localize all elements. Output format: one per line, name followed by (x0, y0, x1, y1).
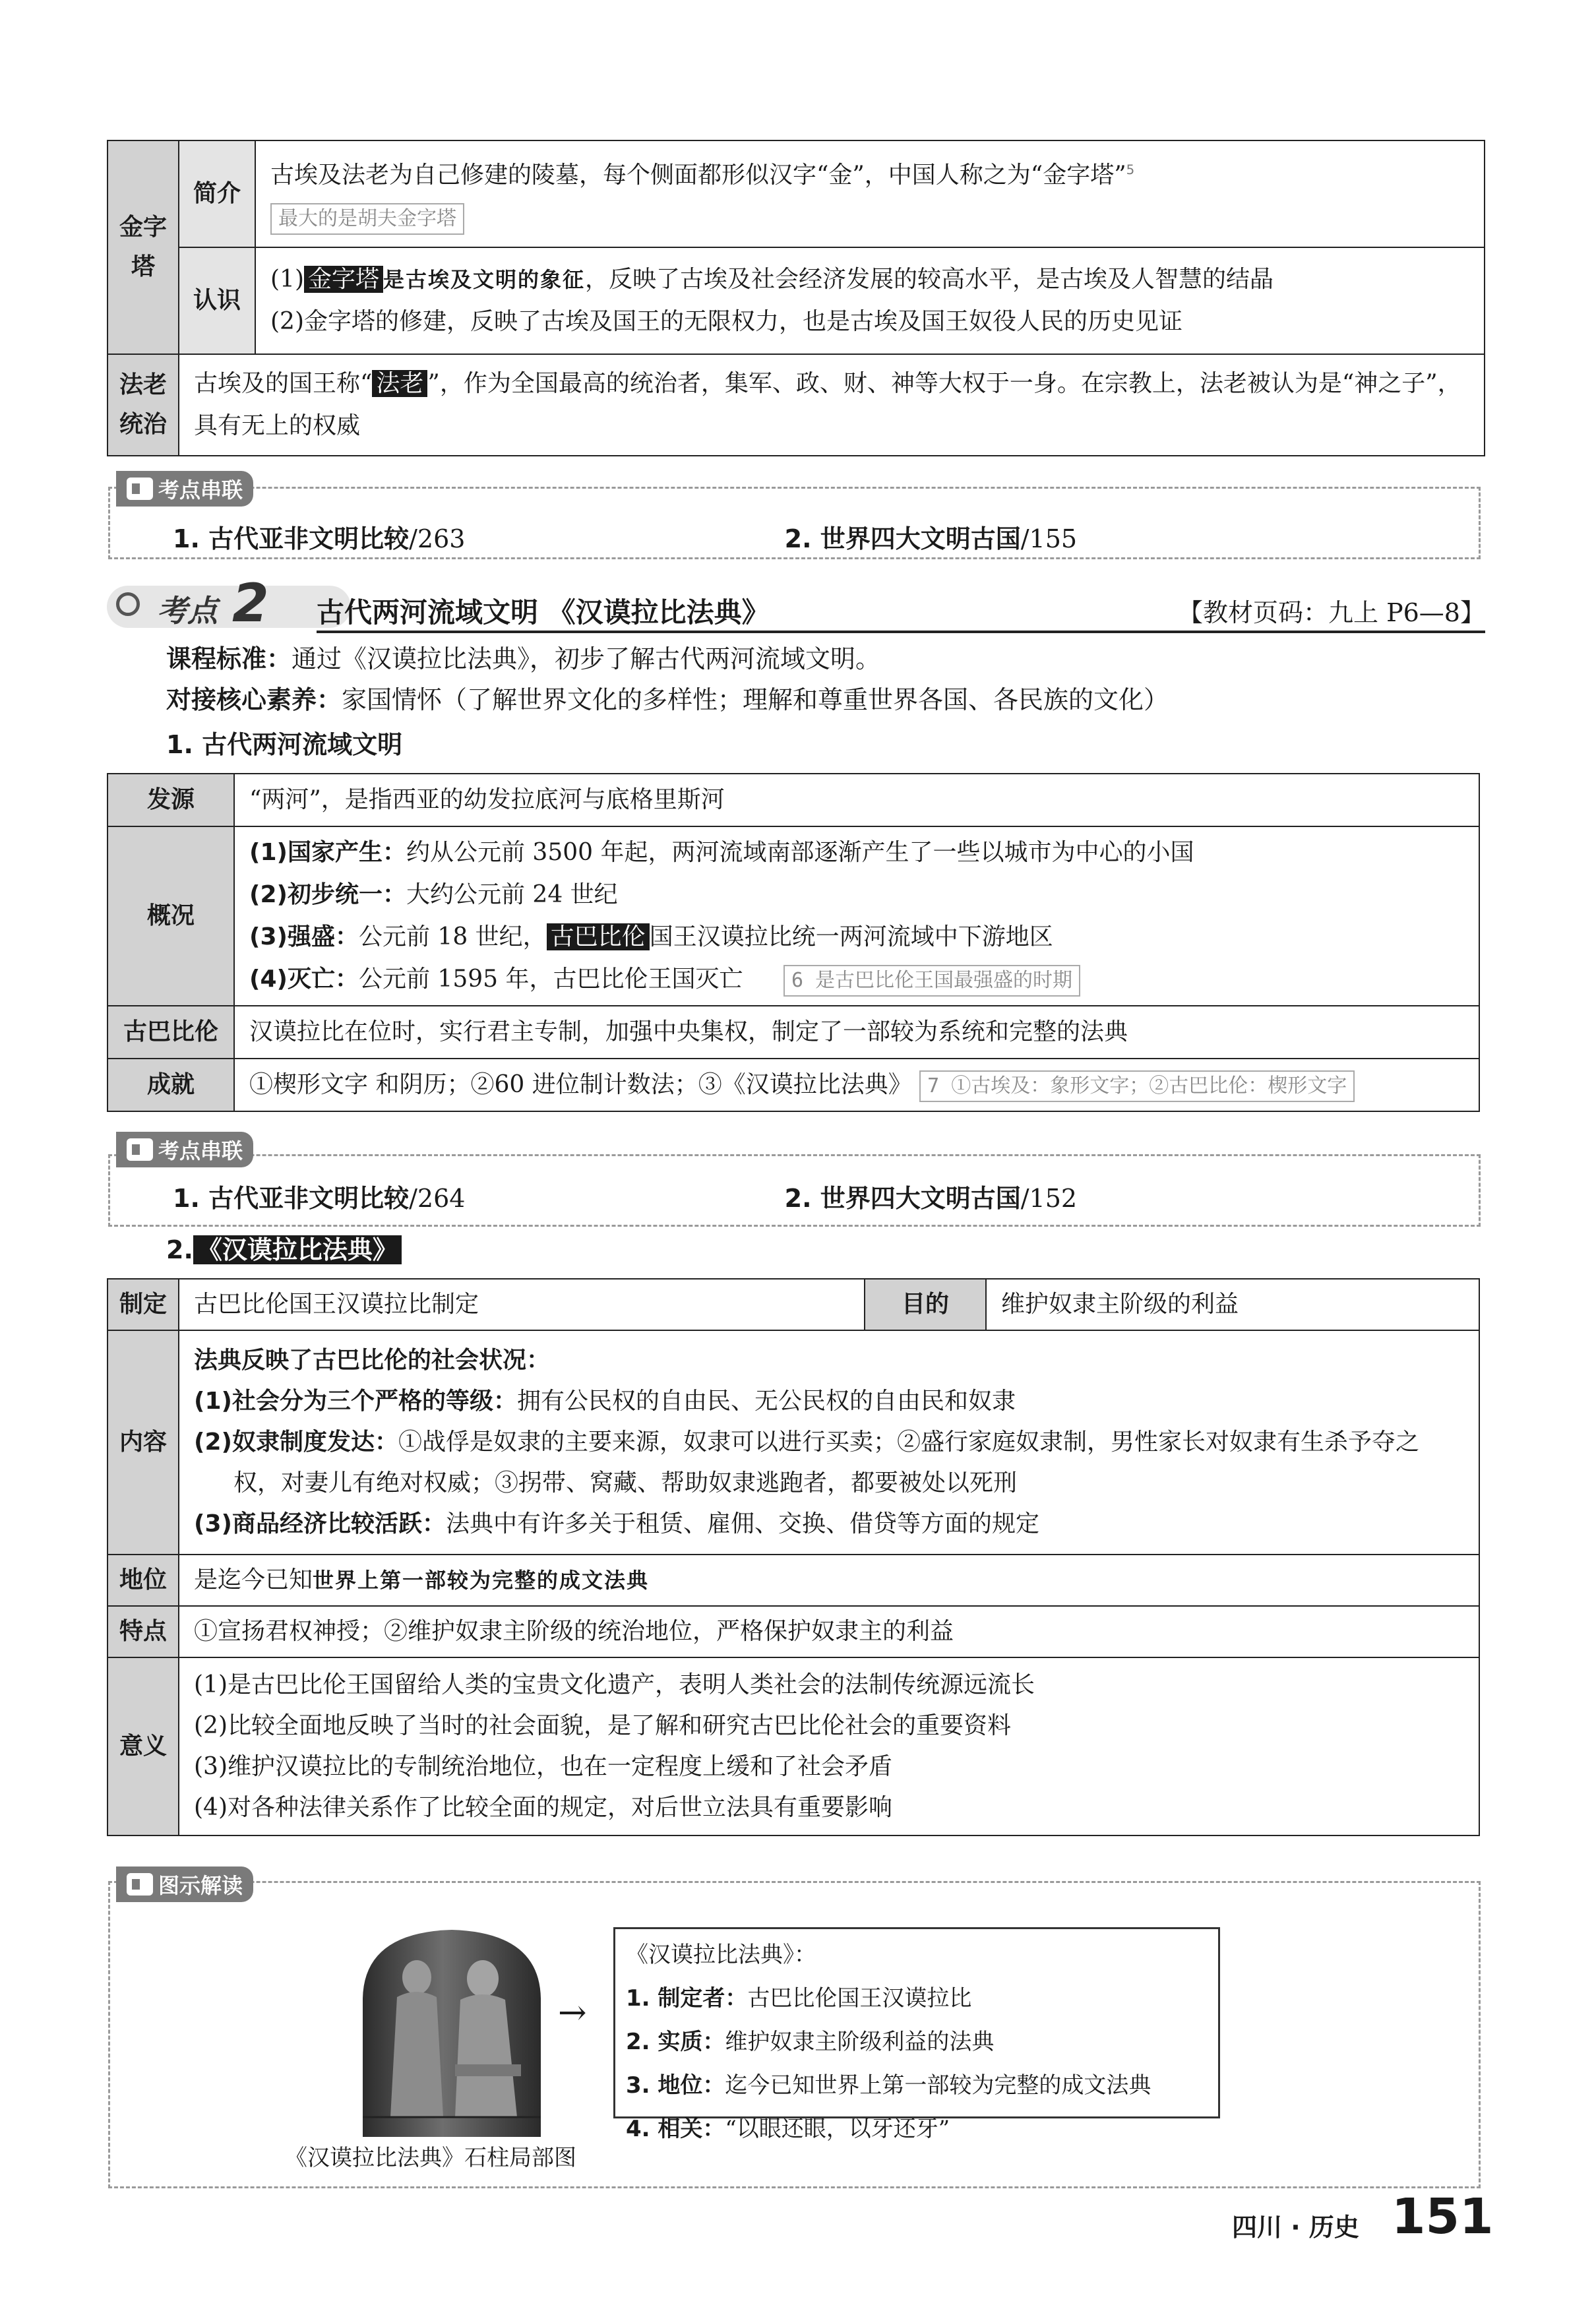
pharaoh-pre: 古埃及的国王称“ (194, 370, 373, 397)
fig-r3-label: 3. 地位： (626, 2072, 725, 2099)
c1-label: (1)社会分为三个严格的等级： (194, 1388, 517, 1415)
intro-text: 古埃及法老为自己修建的陵墓，每个侧面都形似汉字“金”，中国人称之为“金字塔” (270, 162, 1126, 189)
fig-r4-text: “以眼还眼，以牙还牙” (725, 2116, 950, 2142)
overview-cell (234, 826, 1479, 1006)
figure-tag (116, 1866, 253, 1902)
links-tag-2 (116, 1132, 253, 1167)
speaker-icon (127, 478, 153, 500)
status-label: 地位 (107, 1555, 179, 1606)
figure-caption: 《汉谟拉比法典》石柱局部图 (285, 2145, 576, 2171)
ov4-label: (4)灭亡： (249, 966, 359, 993)
speaker-icon (127, 1873, 153, 1896)
achievement-ref: 7 (927, 1074, 940, 1097)
ov1-text: 约从公元前 3500 年起，两河流域南部逐渐产生了一些以城市为中心的小国 (406, 839, 1194, 866)
page-number: 151 (1392, 2188, 1494, 2245)
made-text: 古巴比伦国王汉谟拉比制定 (179, 1279, 865, 1330)
c3-text: 法典中有许多关于租赁、雇佣、交换、借贷等方面的规定 (445, 1510, 1039, 1537)
links-row-2 (173, 1178, 1459, 1214)
know-2: (2)金字塔的修建，反映了古埃及国王的无限权力，也是古埃及国王奴役人民的历史见证 (270, 308, 1182, 335)
magnifier-icon (116, 592, 140, 616)
kp2-badge-bg (107, 586, 351, 628)
ov-note (783, 965, 1080, 997)
speaker-icon (127, 1138, 153, 1161)
know-1-rest: ，反映了古埃及社会经济发展的较高水平，是古埃及人智慧的结晶 (585, 266, 1274, 293)
ov3-pre: 公元前 18 世纪， (358, 923, 547, 950)
achievement-note-text: ①古埃及：象形文字；②古巴比伦：楔形文字 (951, 1074, 1347, 1097)
links-tag-1 (116, 471, 253, 507)
link-1-1-page: /263 (409, 524, 466, 553)
fig-r2-text: 维护奴隶主阶级利益的法典 (725, 2029, 995, 2055)
meaning-1: (1)是古巴比伦王国留给人类的宝贵文化遗产，表明人类社会的法制传统源远流长 (194, 1671, 1035, 1698)
fig-r3-text: 迄今已知世界上第一部较为完整的成文法典 (725, 2072, 1151, 2099)
meaning-label: 意义 (107, 1657, 179, 1835)
section-2-title: 《汉谟拉比法典》 (193, 1235, 402, 1264)
purpose-label: 目的 (865, 1279, 986, 1330)
origin-text: “两河”，是指西亚的幼发拉底河与底格里斯河 (234, 774, 1479, 826)
intro-ref: 5 (1126, 162, 1135, 177)
kp2-title: 古代两河流域文明 《汉谟拉比法典》 (317, 596, 770, 629)
pharaoh-label: 法老统治 (107, 354, 179, 456)
content-label: 内容 (107, 1330, 179, 1555)
feature-text: ①宣扬君权神授；②维护奴隶主阶级的统治地位，严格保护奴隶主的利益 (179, 1606, 1479, 1657)
figure-info-title: 《汉谟拉比法典》： (626, 1942, 816, 1968)
kp2-page-ref: 【教材页码：九上 P6—8】 (1177, 598, 1485, 627)
intro-cell (255, 140, 1485, 247)
babylon-text: 汉谟拉比在位时，实行君主专制，加强中央集权，制定了一部较为系统和完整的法典 (234, 1006, 1479, 1059)
link-2-2-page: /152 (1020, 1184, 1078, 1213)
ov2-label: (2)初步统一： (249, 881, 406, 908)
standard-text: 通过《汉谟拉比法典》，初步了解古代两河流域文明。 (292, 644, 881, 673)
section-1-heading: 1. 古代两河流域文明 (166, 730, 403, 759)
standard-label: 课程标准： (166, 644, 292, 673)
ov1-label: (1)国家产生： (249, 839, 406, 866)
ov-ref: 6 (791, 969, 803, 992)
fig-r1-label: 1. 制定者： (626, 1985, 748, 2012)
standard-line (166, 637, 880, 681)
know-label: 认识 (179, 247, 255, 354)
babylon-label: 古巴比伦 (107, 1006, 234, 1059)
ov-note-text: 是古巴比伦王国最强盛的时期 (815, 969, 1073, 992)
status-pre: 是迄今已知 (194, 1566, 313, 1593)
ov3-rest: 国王汉谟拉比统一两河流域中下游地区 (649, 923, 1053, 950)
intro-label: 简介 (179, 140, 255, 247)
status-cell (179, 1555, 1479, 1606)
competency-text: 家国情怀（了解世界文化的多样性；理解和尊重世界各国、各民族的文化） (342, 685, 1169, 714)
stele-image (356, 1926, 547, 2137)
link-2-2[interactable]: 2. 世界四大文明古国 (784, 1184, 1021, 1213)
link-1-2-page: /155 (1020, 524, 1078, 553)
link-2-1[interactable]: 1. 古代亚非文明比较 (173, 1184, 410, 1213)
figure-tag-label: 图示解读 (158, 1873, 243, 1898)
pharaoh-rest: ”，作为全国最高的统治者，集军、政、财、神等大权于一身。在宗教上，法老被认为是“神之子”，具有无上的权威 (194, 370, 1461, 439)
pharaoh-cell (179, 354, 1485, 456)
fig-r1-text: 古巴比伦国王汉谟拉比 (747, 1985, 972, 2012)
status-bold: 世界上第一部较为完整的成文法典 (313, 1568, 650, 1593)
c1-text: 拥有公民权的自由民、无公民权的自由民和奴隶 (516, 1388, 1016, 1415)
figure-info-box (613, 1927, 1220, 2142)
fig-r2-label: 2. 实质： (626, 2029, 725, 2055)
know-1-bold: 是古埃及文明的象征 (383, 267, 586, 292)
kp2-underline (317, 631, 1485, 633)
link-2-1-page: /264 (409, 1184, 466, 1213)
ov2-text: 大约公元前 24 世纪 (406, 881, 618, 908)
content-cell (179, 1330, 1479, 1555)
achievement-cell (234, 1059, 1479, 1111)
footer-region: 四川 · 历史 (1232, 2213, 1359, 2242)
figure-arrow: → (558, 1993, 587, 2033)
links-row-1 (173, 518, 1459, 555)
intro-note: 最大的是胡夫金字塔 (270, 203, 464, 235)
know-1-highlight: 金字塔 (304, 266, 383, 293)
competency-line (166, 678, 1169, 722)
fig-r4-label: 4. 相关： (626, 2116, 725, 2142)
mesopotamia-table (107, 773, 1480, 1112)
achievement-text: ①楔形文字 和阴历；②60 进位制计数法；③《汉谟拉比法典》 (249, 1071, 912, 1098)
pharaoh-highlight: 法老 (372, 370, 427, 397)
c2-label: (2)奴隶制度发达： (194, 1429, 398, 1456)
meaning-4: (4)对各种法律关系作了比较全面的规定，对后世立法具有重要影响 (194, 1794, 892, 1821)
ov3-label: (3)强盛： (249, 923, 359, 950)
c3-label: (3)商品经济比较活跃： (194, 1510, 446, 1537)
c2-text: ①战俘是奴隶的主要来源，奴隶可以进行买卖；②盛行家庭奴隶制，男性家长对奴隶有生杀予夺之权，对妻儿有绝对权威；③拐带、窝藏、帮助奴隶逃跑者，都要被处以死刑 (233, 1429, 1419, 1496)
kp2-number: 2 (232, 572, 269, 634)
ov4-text: 公元前 1595 年，古巴比伦王国灭亡 (358, 966, 743, 993)
link-1-2[interactable]: 2. 世界四大文明古国 (784, 524, 1021, 553)
pyramid-label: 金字塔 (107, 140, 179, 354)
ov3-highlight: 古巴比伦 (547, 923, 650, 950)
meaning-2: (2)比较全面地反映了当时的社会面貌，是了解和研究古巴比伦社会的重要资料 (194, 1712, 1011, 1739)
meaning-cell (179, 1657, 1479, 1835)
achievement-note (919, 1070, 1355, 1102)
origin-label: 发源 (107, 774, 234, 826)
link-1-1[interactable]: 1. 古代亚非文明比较 (173, 524, 410, 553)
content-intro: 法典反映了古巴比伦的社会状况： (194, 1347, 551, 1374)
competency-label: 对接核心素养： (166, 685, 342, 714)
know-cell (255, 247, 1485, 354)
made-label: 制定 (107, 1279, 179, 1330)
overview-label: 概况 (107, 826, 234, 1006)
section-2-heading (166, 1228, 402, 1272)
links-tag-2-label: 考点串联 (158, 1138, 243, 1163)
meaning-3: (3)维护汉谟拉比的专制统治地位，也在一定程度上缓和了社会矛盾 (194, 1753, 892, 1780)
links-tag-1-label: 考点串联 (158, 478, 243, 503)
kp2-prefix: 考点 (157, 593, 218, 629)
know-1-pre: (1) (270, 266, 304, 293)
section-2-num: 2. (166, 1235, 193, 1264)
purpose-text: 维护奴隶主阶级的利益 (986, 1279, 1479, 1330)
achievement-label: 成就 (107, 1059, 234, 1111)
kp2-header (107, 572, 1485, 637)
code-table (107, 1278, 1480, 1836)
feature-label: 特点 (107, 1606, 179, 1657)
pyramid-table (107, 140, 1485, 456)
